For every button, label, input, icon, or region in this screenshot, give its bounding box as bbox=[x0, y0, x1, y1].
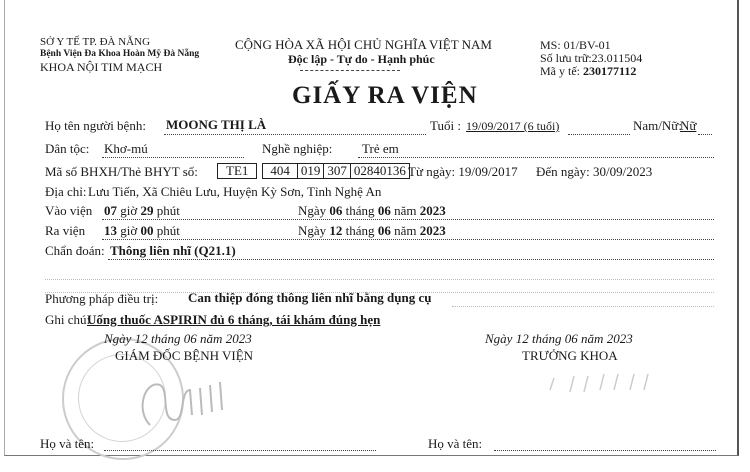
head-title: TRƯỞNG KHOA bbox=[522, 348, 618, 363]
insurance-number-boxes bbox=[217, 163, 409, 179]
job-label: Nghề nghiệp: bbox=[262, 141, 333, 156]
admission-date: Ngày 06 tháng 06 năm 2023 bbox=[298, 203, 446, 218]
director-sign-date: Ngày 12 tháng 06 năm 2023 bbox=[104, 331, 252, 346]
patient-sex: Nữ bbox=[680, 118, 697, 133]
department-name: KHOA NỘI TIM MẠCH bbox=[40, 60, 163, 74]
archive-number: Số lưu trữ:23.011504 bbox=[540, 51, 643, 65]
patient-ethnic: Khơ-mú bbox=[104, 141, 148, 156]
address-label: Địa chỉ: bbox=[45, 184, 87, 199]
head-name-label: Họ và tên: bbox=[428, 436, 483, 451]
age-label: Tuổi : bbox=[430, 118, 461, 133]
insurance-label: Mã số BHXH/Thẻ BHYT số: bbox=[45, 164, 198, 179]
insurance-box: 019 bbox=[297, 163, 325, 179]
patient-address: Lưu Tiến, Xã Chiêu Lưu, Huyện Kỳ Sơn, Tỉnh Nghệ An bbox=[88, 184, 382, 199]
national-title: CỘNG HÒA XÃ HỘI CHỦ NGHĨA VIỆT NAM bbox=[235, 37, 492, 52]
head-signature bbox=[540, 368, 660, 398]
motto-underline bbox=[300, 70, 400, 71]
document-title: GIẤY RA VIỆN bbox=[292, 82, 478, 109]
patient-name-label: Họ tên người bệnh: bbox=[45, 118, 146, 133]
insurance-to-date: Đến ngày: 30/09/2023 bbox=[536, 164, 653, 179]
patient-job: Trẻ em bbox=[362, 141, 399, 156]
diagnosis-label: Chẩn đoán: bbox=[45, 243, 105, 258]
director-name-label: Họ và tên: bbox=[40, 436, 95, 451]
note: Uống thuốc ASPIRIN đủ 6 tháng, tái khám đúng hẹn bbox=[87, 312, 381, 327]
director-signature bbox=[130, 370, 240, 440]
dept-of-health: SỞ Y TẾ TP. ĐÀ NẴNG bbox=[40, 36, 151, 48]
treatment: Can thiệp đóng thông liên nhĩ bằng dụng cụ bbox=[188, 290, 432, 305]
patient-name: MOONG THỊ LÀ bbox=[166, 117, 267, 132]
note-label: Ghi chú: bbox=[45, 312, 91, 327]
director-title: GIÁM ĐỐC BỆNH VIỆN bbox=[115, 348, 254, 363]
form-code: MS: 01/BV-01 bbox=[540, 38, 611, 52]
medical-id-value: 230177112 bbox=[583, 64, 637, 78]
discharge-date: Ngày 12 tháng 06 năm 2023 bbox=[298, 223, 446, 238]
patient-age: 19/09/2017 (6 tuổi) bbox=[466, 119, 560, 133]
diagnosis: Thông liên nhĩ (Q21.1) bbox=[110, 243, 236, 258]
discharge-label: Ra viện bbox=[45, 223, 86, 238]
ethnic-label: Dân tộc: bbox=[45, 141, 90, 156]
insurance-from-date: Từ ngày: 19/09/2017 bbox=[408, 164, 518, 179]
insurance-box: 404 bbox=[262, 163, 298, 179]
admission-label: Vào viện bbox=[45, 203, 93, 218]
hospital-name: Bệnh Viện Đa Khoa Hoàn Mỹ Đà Nẵng bbox=[40, 49, 200, 59]
medical-id bbox=[540, 64, 636, 79]
medical-id-label: Mã y tế: bbox=[540, 64, 583, 78]
insurance-box: TE1 bbox=[217, 163, 257, 179]
insurance-box: 307 bbox=[323, 163, 351, 179]
insurance-box: 02840136 bbox=[350, 163, 410, 179]
head-sign-date: Ngày 12 tháng 06 năm 2023 bbox=[485, 331, 633, 346]
sex-label: Nam/Nữ: bbox=[633, 118, 682, 133]
treatment-label: Phương pháp điều trị: bbox=[45, 291, 159, 306]
discharge-time: 13 giờ 00 phút bbox=[104, 223, 180, 238]
national-motto: Độc lập - Tự do - Hạnh phúc bbox=[288, 52, 435, 66]
admission-time: 07 giờ 29 phút bbox=[104, 203, 180, 218]
